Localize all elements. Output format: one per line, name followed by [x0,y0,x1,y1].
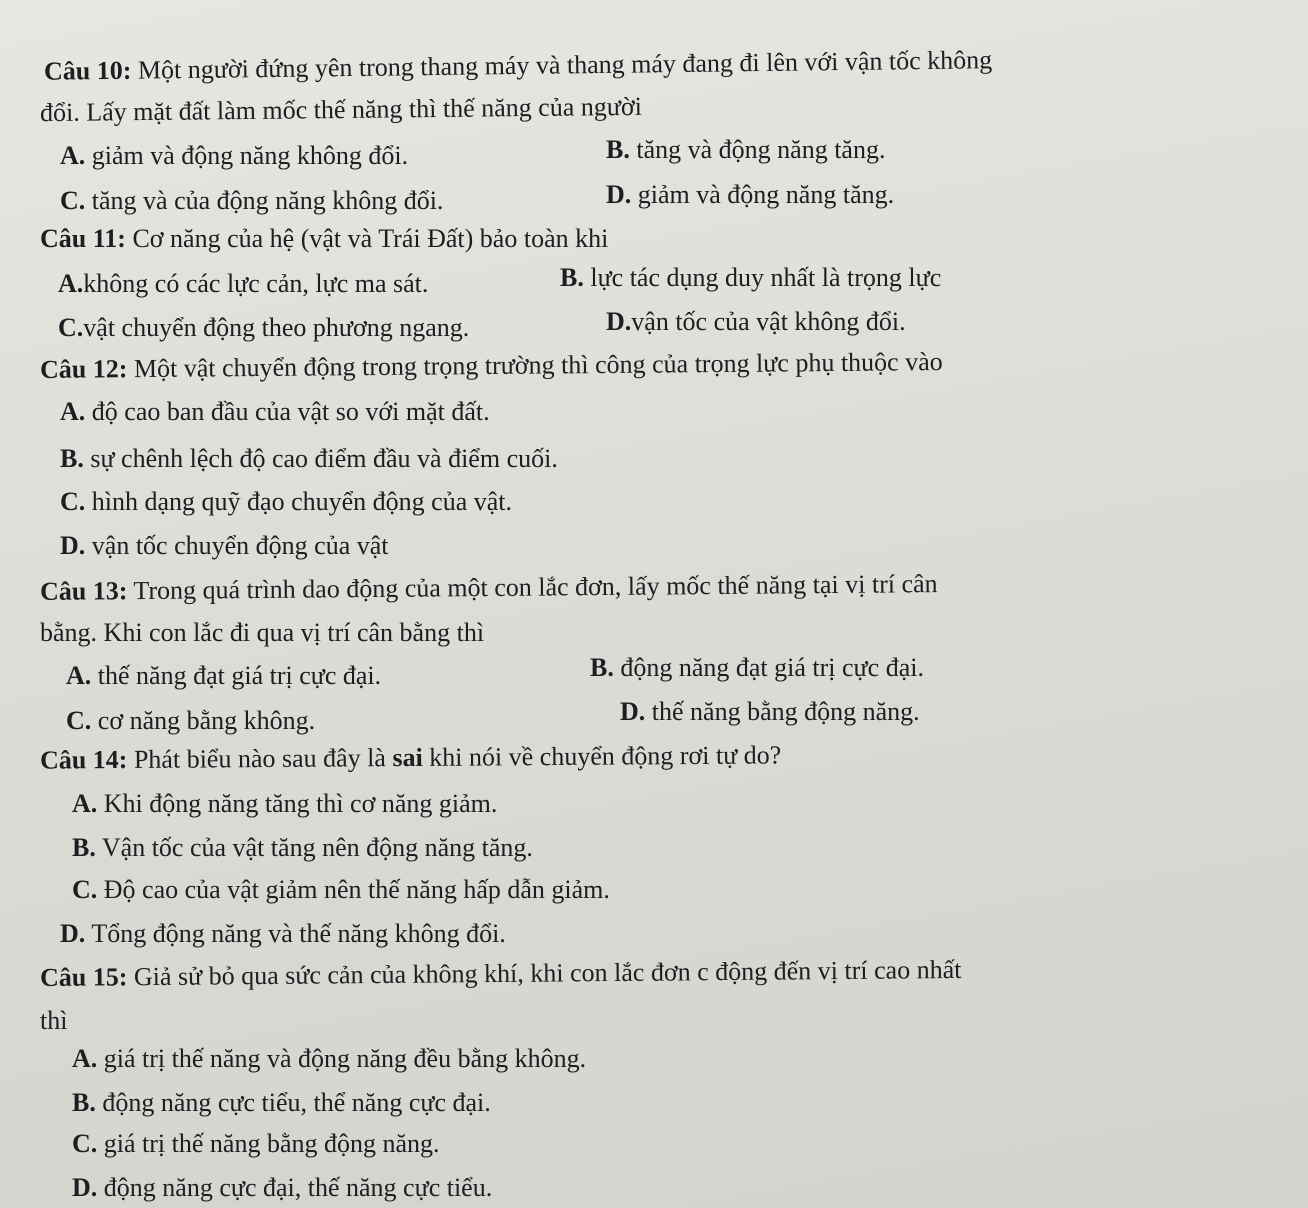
question-13-option-d: D. thế năng bằng động năng. [620,697,920,726]
question-15-option-b: B. động năng cực tiểu, thể năng cực đại. [72,1088,491,1117]
question-14-option-b: B. Vận tốc của vật tăng nên động năng tăng. [72,833,533,862]
question-number: Câu 13: [39,576,128,606]
question-10-option-b: B. tăng và động năng tăng. [606,135,886,164]
question-12-option-d: D. vận tốc chuyển động của vật [60,531,389,560]
question-text: Một người đứng yên trong thang máy và thang máy đang đi lên với vận tốc không [137,45,993,85]
question-13-option-b: B. động năng đạt giá trị cực đại. [590,653,924,682]
question-14-option-c: C. Độ cao của vật giảm nên thế năng hấp dẫn giảm. [72,875,610,904]
question-12-option-c: C. hình dạng quỹ đạo chuyển động của vật. [60,487,513,516]
question-10-stem [44,44,993,88]
question-10-option-d: D. giảm và động năng tăng. [606,180,895,209]
question-10-stem-cont [40,91,642,129]
question-text: Một vật chuyển động trong trọng trường thì công của trọng lực phụ thuộc vào [133,347,943,384]
question-13-stem [40,568,938,608]
question-text: Trong quá trình dao động của một con lắc đơn, lấy mốc thế năng tại vị trí cân [133,569,938,606]
question-text: bằng. Khi con lắc đi qua vị trí cân bằng thì [40,618,485,647]
question-14-option-a: A. Khi động năng tăng thì cơ năng giảm. [72,789,498,818]
question-12-option-a: A. độ cao ban đầu của vật so với mặt đất. [60,397,490,426]
question-15-option-c: C. giá trị thế năng bằng động năng. [72,1129,440,1158]
question-number: Câu 11: [40,224,126,253]
question-number: Câu 12: [39,354,128,384]
question-11-option-c: C.vật chuyển động theo phương ngang. [58,313,470,342]
question-10-option-c: C. tăng và của động năng không đổi. [60,186,444,215]
question-text: Cơ năng của hệ (vật và Trái Đất) bảo toàn khi [132,224,609,253]
question-number: Câu 10: [43,55,132,86]
question-12-stem [40,346,943,386]
question-15-option-d: D. động năng cực đại, thế năng cực tiểu. [72,1173,493,1202]
question-14-stem [40,739,782,776]
question-13-option-a: A. thế năng đạt giá trị cực đại. [66,661,382,690]
question-15-option-a: A. giá trị thế năng và động năng đều bằng không. [72,1044,587,1073]
question-14-option-d: D. Tổng động năng và thế năng không đổi. [60,919,506,948]
question-text: Phát biểu nào sau đây là [133,743,387,774]
question-text: thì [40,1006,68,1035]
question-11-option-d: D.vận tốc của vật không đổi. [606,307,906,336]
question-11-option-b: B. lực tác dụng duy nhất là trọng lực [560,263,942,292]
question-13-stem-cont [40,617,484,649]
question-11-option-a: A.không có các lực cản, lực ma sát. [58,269,429,298]
question-10-option-a: A. giảm và động năng không đổi. [60,141,409,170]
question-text: khi nói về chuyển động rơi tự do? [429,740,782,772]
question-13-option-c: C. cơ năng bằng không. [66,706,316,735]
question-12-option-b: B. sự chênh lệch độ cao điểm đầu và điểm cuối. [60,444,558,473]
question-11-stem [40,223,608,255]
emphasis-word: sai [392,742,423,773]
question-number: Câu 15: [39,962,128,993]
question-15-stem-cont [40,1005,67,1037]
question-15-stem [40,954,962,994]
question-text: đổi. Lấy mặt đất làm mốc thế năng thì thế năng của người [39,91,642,128]
question-number: Câu 14: [39,744,128,775]
question-text: Giả sử bỏ qua sức cản của không khí, khi con lắc đơn c động đến vị trí cao nhất [133,954,962,992]
